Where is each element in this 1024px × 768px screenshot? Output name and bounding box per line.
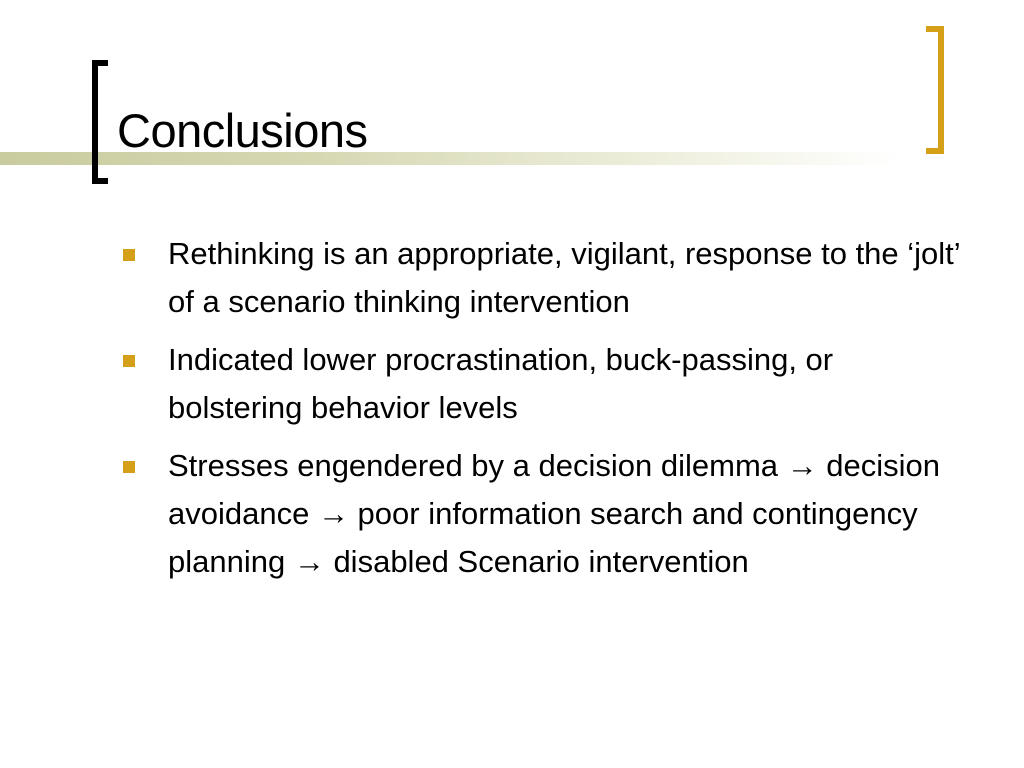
bullet-text: Rethinking is an appropriate, vigilant, response to the ‘jolt’ of a scenario thinking intervention xyxy=(168,236,960,319)
bullet-text: Indicated lower procrastination, buck-passing, or bolstering behavior levels xyxy=(168,342,834,425)
bullet-text: Stresses engendered by a decision dilemma → decision avoidance → poor information search and contingency planning → disabled Scenario intervention xyxy=(168,448,940,579)
bullet-item-3 xyxy=(120,442,970,586)
slide-title: Conclusions xyxy=(117,104,368,157)
bullet-list xyxy=(120,230,970,596)
right-bracket-decoration xyxy=(926,26,944,154)
square-bullet-icon xyxy=(123,355,135,367)
square-bullet-icon xyxy=(123,461,135,473)
square-bullet-icon xyxy=(123,249,135,261)
bullet-item-1 xyxy=(120,230,970,326)
bullet-item-2 xyxy=(120,336,970,432)
left-bracket-decoration xyxy=(92,60,108,184)
